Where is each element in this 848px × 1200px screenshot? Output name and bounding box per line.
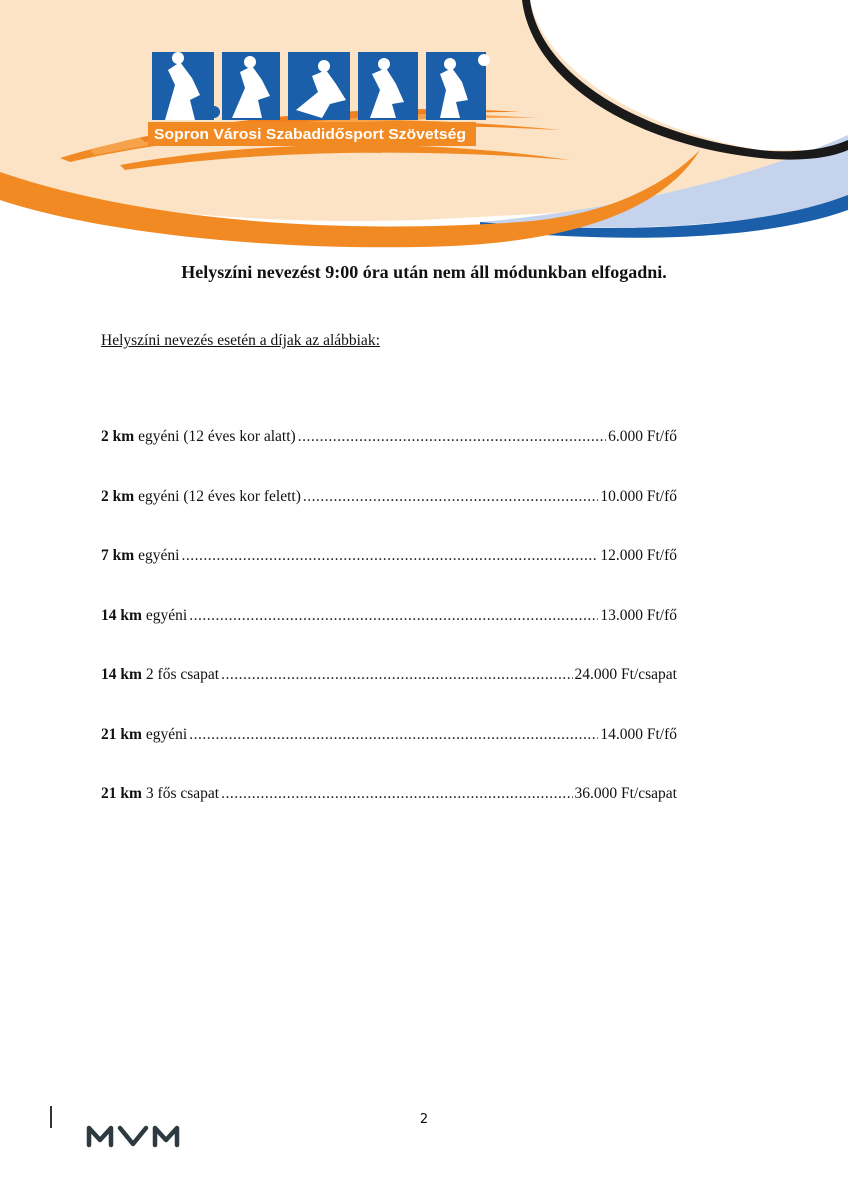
fee-list xyxy=(101,428,677,845)
fee-category: egyéni (12 éves kor alatt) xyxy=(138,428,296,445)
fee-row xyxy=(101,666,677,686)
fee-distance: 7 km xyxy=(101,547,135,564)
fee-category: egyéni xyxy=(138,547,180,564)
header-decoration xyxy=(0,0,848,250)
fee-distance: 21 km xyxy=(101,785,142,802)
logo-subtitle: Sopron Városi Szabadidősport Szövetség xyxy=(154,126,466,143)
fee-row xyxy=(101,785,677,805)
dot-leader xyxy=(189,726,598,744)
fee-distance: 2 km xyxy=(101,487,135,505)
notice-heading: Helyszíni nevezést 9:00 óra után nem áll módunkban elfogadni. xyxy=(181,262,667,282)
sport-logo xyxy=(152,52,490,120)
dot-leader xyxy=(182,547,599,565)
fee-price: 12.000 Ft/fő xyxy=(600,547,677,564)
fee-distance: 14 km xyxy=(101,666,142,683)
fee-row xyxy=(101,428,677,448)
dot-leader xyxy=(221,666,572,684)
fee-price: 13.000 Ft/fő xyxy=(600,606,677,624)
mvm-logo xyxy=(86,1124,180,1148)
dot-leader xyxy=(298,428,606,446)
fee-price: 10.000 Ft/fő xyxy=(600,487,677,505)
page-number: 2 xyxy=(419,1112,429,1127)
fee-row xyxy=(101,607,677,627)
fee-distance: 2 km xyxy=(101,428,135,445)
dot-leader xyxy=(303,488,598,506)
fee-row xyxy=(101,726,677,746)
fee-distance: 14 km xyxy=(101,606,142,624)
fee-distance: 21 km xyxy=(101,725,142,743)
fee-category: egyéni xyxy=(145,606,188,624)
fee-category: 3 fős csapat xyxy=(145,785,220,802)
fee-price: 36.000 Ft/csapat xyxy=(574,785,677,802)
fee-row xyxy=(101,488,677,508)
dot-leader xyxy=(221,785,572,803)
fee-price: 24.000 Ft/csapat xyxy=(574,666,677,683)
fee-category: 2 fős csapat xyxy=(145,666,220,683)
fee-category: egyéni (12 éves kor felett) xyxy=(138,487,301,505)
fee-price: 6.000 Ft/fő xyxy=(608,428,677,445)
dot-leader xyxy=(189,607,598,625)
fees-subheading: Helyszíni nevezés esetén a díjak az alábbiak: xyxy=(101,332,380,349)
fee-row xyxy=(101,547,677,567)
fee-category: egyéni xyxy=(145,725,188,743)
fee-price: 14.000 Ft/fő xyxy=(600,725,677,743)
